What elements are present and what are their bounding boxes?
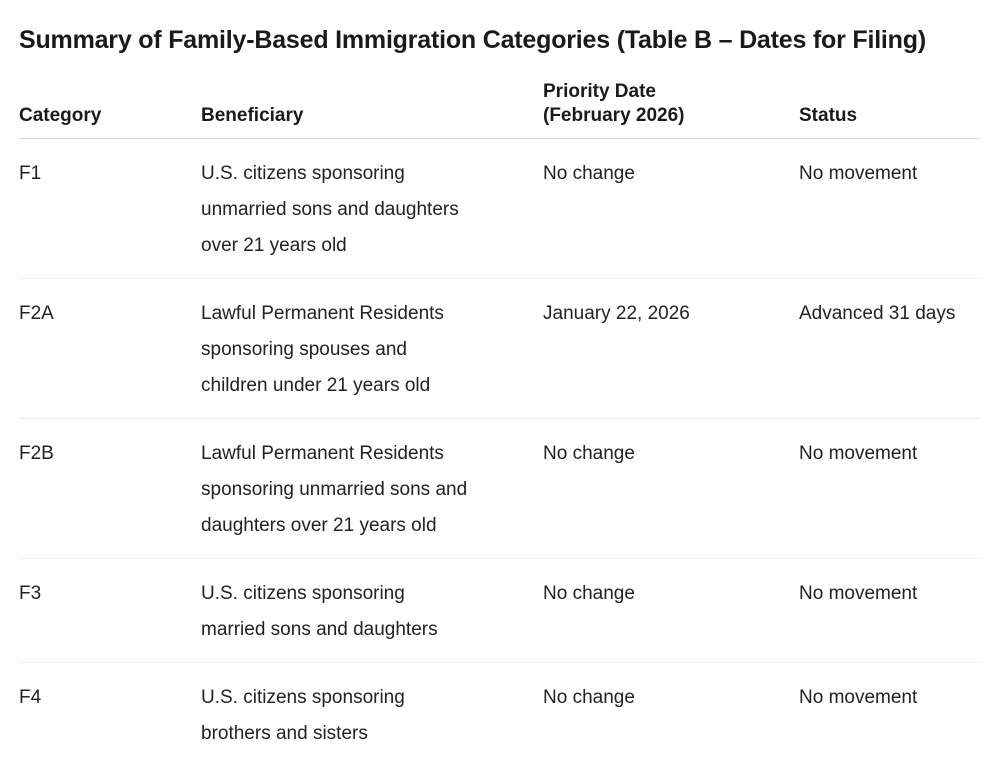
beneficiary-cell (201, 559, 543, 663)
priority-date-value: January 22, 2026 (543, 303, 690, 324)
status-cell (799, 663, 980, 767)
beneficiary-line: Lawful Permanent Residents (201, 443, 444, 464)
header-priority-date-line2: (February 2026) (543, 105, 685, 126)
beneficiary-line: married sons and daughters (201, 619, 438, 640)
beneficiary-line: over 21 years old (201, 235, 347, 256)
header-beneficiary: Beneficiary (201, 80, 543, 139)
beneficiary-cell (201, 279, 543, 419)
status-value: No movement (799, 443, 918, 464)
table-row (19, 419, 980, 559)
beneficiary-line: sponsoring spouses and (201, 339, 407, 360)
priority-date-value: No change (543, 443, 635, 464)
priority-date-value: No change (543, 163, 635, 184)
category-cell: F2A (19, 279, 201, 419)
beneficiary-line: U.S. citizens sponsoring (201, 163, 405, 184)
table-row (19, 139, 980, 279)
priority-date-cell (543, 419, 799, 559)
immigration-categories-table (19, 80, 980, 766)
status-value: Advanced 31 days (799, 303, 956, 324)
header-priority-date-line1: Priority Date (543, 81, 656, 102)
page-title: Summary of Family-Based Immigration Categories (Table B – Dates for Filing) (19, 26, 926, 54)
category-cell: F2B (19, 419, 201, 559)
table-row (19, 663, 980, 767)
status-value: No movement (799, 163, 918, 184)
header-category: Category (19, 80, 201, 139)
header-status: Status (799, 80, 980, 139)
beneficiary-line: sponsoring unmarried sons and (201, 479, 468, 500)
beneficiary-line: U.S. citizens sponsoring (201, 583, 405, 604)
table-row (19, 279, 980, 419)
status-cell (799, 139, 980, 279)
category-cell: F3 (19, 559, 201, 663)
priority-date-cell (543, 663, 799, 767)
beneficiary-line: children under 21 years old (201, 375, 431, 396)
priority-date-cell (543, 139, 799, 279)
header-priority-date (543, 80, 799, 139)
beneficiary-line: unmarried sons and daughters (201, 199, 459, 220)
status-value: No movement (799, 583, 918, 604)
beneficiary-cell (201, 419, 543, 559)
beneficiary-line: daughters over 21 years old (201, 515, 437, 536)
table-header-row (19, 80, 980, 139)
priority-date-cell (543, 559, 799, 663)
category-cell: F1 (19, 139, 201, 279)
priority-date-value: No change (543, 583, 635, 604)
priority-date-cell (543, 279, 799, 419)
table-row (19, 559, 980, 663)
priority-date-value: No change (543, 687, 635, 708)
beneficiary-cell (201, 139, 543, 279)
beneficiary-line: Lawful Permanent Residents (201, 303, 444, 324)
beneficiary-line: U.S. citizens sponsoring (201, 687, 405, 708)
status-cell (799, 279, 980, 419)
category-cell: F4 (19, 687, 42, 708)
status-cell (799, 419, 980, 559)
status-value: No movement (799, 687, 918, 708)
beneficiary-cell (201, 663, 543, 767)
status-cell (799, 559, 980, 663)
beneficiary-line: brothers and sisters (201, 723, 368, 744)
